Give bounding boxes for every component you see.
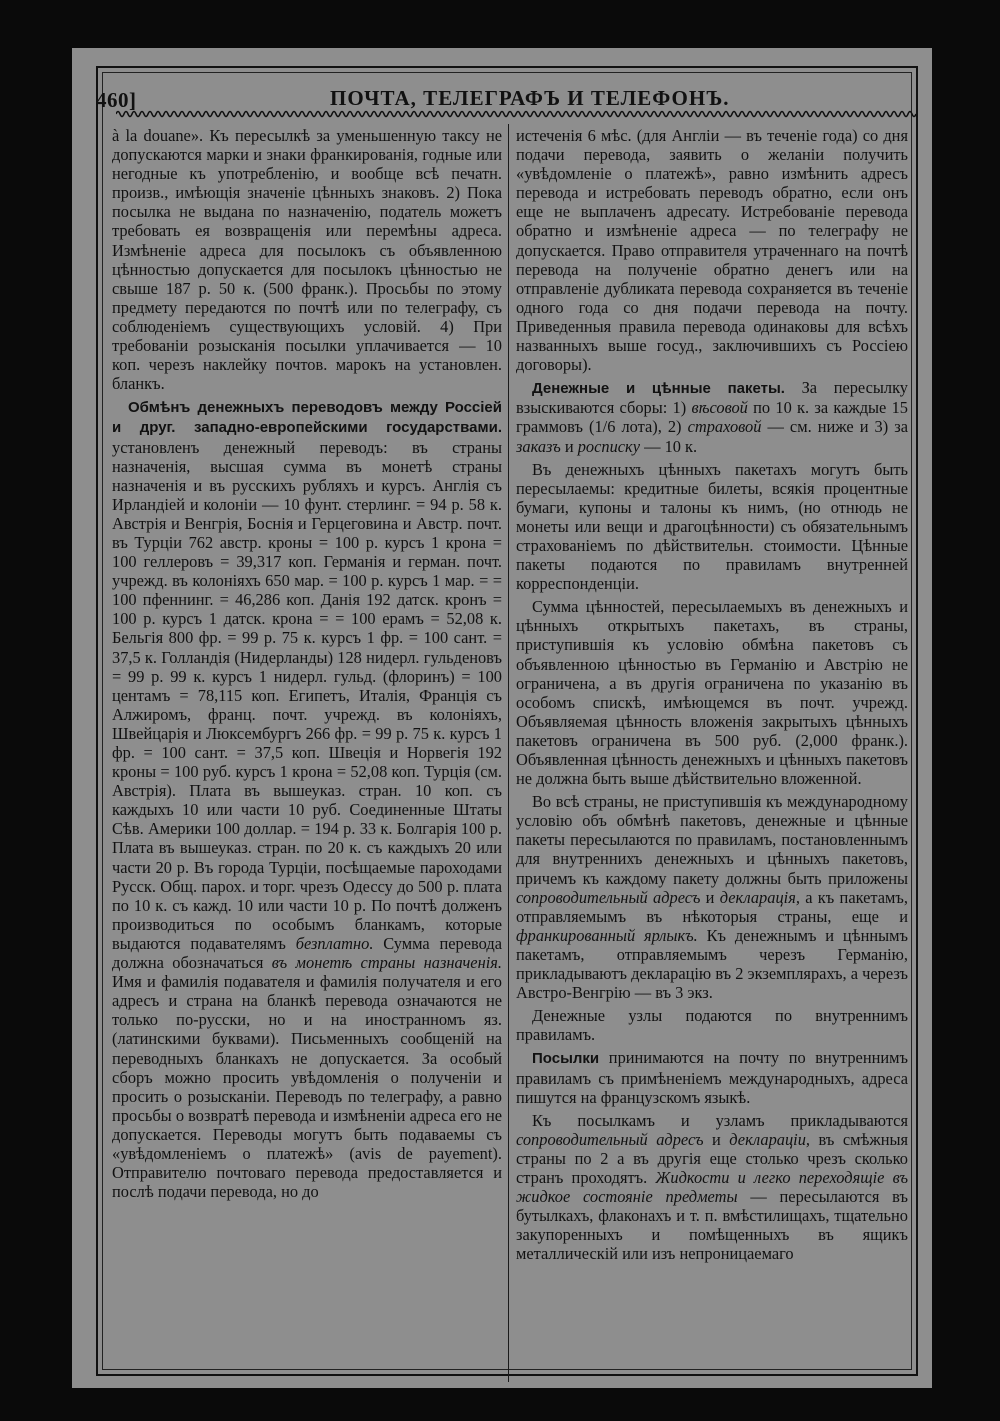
- transfer-italic-currency: въ монетѣ страны назначенія.: [271, 953, 502, 973]
- nonmember-text-4: Къ денежнымъ и цѣннымъ пакетамъ, отправляемымъ черезъ Германію, прикладываютъ декларацію въ 2 экземплярахъ, а черезъ Австро-Венгрію — въ 3 экз.: [516, 925, 908, 1003]
- nonmember-text-2: и: [700, 887, 720, 907]
- paragraph-parcels-rules: à la douane». Къ пересылкѣ за уменьшенную таксу не допускаются марки и знаки франкированія, годные или негодные къ употребленію, и вообще всѣ печатн. произв., имѣющія значеніе цѣнныхъ знаковъ. 2) Пока посылка не выдана по назначенію, податель можетъ требовать ея возвращенія или перемѣны адреса. Измѣненіе адреса для посылокъ съ объявленною цѣнностью допускается для посылокъ цѣнностью не свыше 187 р. 50 к. (500 франк.). Просьбы по этому предмету передаются по почтѣ или по телеграфу, съ соблюденіемъ существующихъ условій. 4) При требованіи розысканія посылки уплачивается — 10 коп. черезъ наклейку почтов. марокъ на установлен. бланкъ.: [112, 126, 502, 394]
- transfer-text: установленъ денежный переводъ: въ страны назначенія, высшая сумма въ монетѣ страны назначенія и въ русскихъ рубляхъ и курсъ. Англія съ Ирландіей и колоніи — 10 фунт. стерлинг. = 94 р. 58 к. Австрія и Венгрія, Боснія и Герцеговина и Австр. почт. въ Турціи 762 австр. кроны = 100 р. курсъ 1 крона = 100 геллеровъ = 39,317 коп. Германія и герман. почт. учрежд. въ колоніяхъ 650 мар. = 100 р. курсъ 1 мар. = = 100 пфеннинг. = 46,286 коп. Данія 192 датск. кронъ = 100 р. курсъ 1 датск. крона = = 100 ерамъ = 52,08 к. Бельгія 800 фр. = 99 р. 75 к. курсъ 1 фр. = 100 сант. = 37,5 к. Голландія (Нидерланды) 128 нидерл. гульденовъ = 99 р. 99 к. курсъ 1 нидерл. гульд. (флоринъ) = 100 центамъ = 78,115 коп. Египетъ, Италія, Франція съ Алжиромъ, франц. почт. учрежд. въ колоніяхъ, Швейцарія и Люксембургъ 266 фр. = 99 р. 75 к. курсъ 1 фр. = 100 сант. = 37,5 коп. Швеція и Норвегія 192 кроны = 100 руб. курсъ 1 крона = 52,08 коп. Турція (см. Австрія). Плата въ вышеуказ. стран. 10 коп. съ каждыхъ 10 или части 10 руб. Соединенные Штаты Сѣв. Америки 100 доллар. = 194 р. 33 к. Болгарія 100 р. Плата въ вышеуказ. стран. по 20 к. съ каждыхъ 20 или части 20 р. Въ города Турціи, посѣщаемые пароходами Русск. Общ. парох. и торг. чрезъ Одессу до 500 р. плата по 10 к. съ кажд. 10 или части 10 р. По почтѣ долженъ производиться по особымъ бланкамъ, которые выдаются подавателямъ: [112, 437, 502, 953]
- page-number: 460]: [96, 88, 137, 112]
- packets-text-3: — см. ниже и 3) за: [761, 417, 908, 437]
- packets-text-2: по 10 к. за каждые 15 граммовъ (1/6 лота), 2): [516, 398, 908, 437]
- nonmember-italic-declaration: декларація,: [719, 887, 800, 907]
- running-title: ПОЧТА, ТЕЛЕГРАФЪ И ТЕЛЕФОНЪ.: [330, 86, 730, 110]
- paragraph-packet-contents: Въ денежныхъ цѣнныхъ пакетахъ могутъ быть пересылаемы: кредитные билеты, всякія процентные бумаги, купоны и талоны къ нимъ, (но отнюдь не монеты или вещи и драгоцѣнности) съ обязательнымъ страхованіемъ по дѣйствительн. стоимости. Цѣнные пакеты подаются по правиламъ внутренней корреспонденціи.: [516, 459, 908, 594]
- packets-italic-insurance: страховой: [687, 417, 762, 437]
- transfer-text-2: Сумма перевода должна обозначаться: [112, 933, 502, 973]
- packets-text-5: — 10 к.: [639, 436, 698, 456]
- nonmember-italic-label: франкированный ярлыкъ.: [516, 925, 698, 945]
- packets-italic-receipt: росписку: [577, 436, 640, 456]
- paragraph-money-transfers: [112, 397, 502, 1201]
- paragraph-money-bundles: Денежные узлы подаются по внутреннимъ правиламъ.: [516, 1006, 908, 1045]
- paragraph-parcels: [516, 1048, 908, 1106]
- paragraph-transfer-continued: истеченія 6 мѣс. (для Англіи — въ теченіе года) со дня подачи перевода, заявить о желаніи получить «увѣдомленіе о платежѣ», равно измѣнить адресъ перевода и истребовать переводъ обратно, если онъ еще не выплаченъ адресату. Истребованіе перевода обратно и измѣненіе адреса — по телеграфу не допускается. Право отправителя утраченнаго на почтѣ перевода на полученіе обратно денегъ или на отправленіе дубликата перевода сохраняется въ теченіе одного года со дня подачи перевода на почту. Приведенныя правила перевода одинаковы для всѣхъ названныхъ выше госуд., заключившихъ съ Россіею договоры).: [516, 126, 908, 375]
- parcels-text: принимаются на почту по внутреннимъ правиламъ съ примѣненіемъ международныхъ, адреса пишутся на французскомъ языкѣ.: [516, 1048, 908, 1107]
- paragraph-parcel-documents: [516, 1111, 908, 1264]
- nonmember-italic-address: сопроводительный адресъ: [516, 887, 701, 907]
- section-heading-money-transfers: Обмѣнъ денежныхъ переводовъ между Россіей и друг. западно-европейскими государствами.: [112, 399, 502, 437]
- paragraph-valuable-packets: [516, 378, 908, 455]
- parcel-docs-text-2: и: [703, 1129, 730, 1149]
- nonmember-text-3: а къ пакетамъ, отправляемымъ въ нѣкоторыя страны, еще и: [516, 887, 908, 926]
- parcel-docs-italic-liquids: Жидкости и легко переходящіе въ жидкое состояніе предметы: [516, 1167, 908, 1207]
- left-column: [112, 126, 502, 1376]
- parcel-docs-text-3: въ смѣжныя страны по 2 а въ другія еще столько чрезъ сколько странъ проходятъ.: [516, 1129, 908, 1187]
- transfer-text-3: Имя и фамилія подавателя и фамилія получателя и его адресъ и страна на бланкѣ перевода означаются не только по-русски, но и на иностранномъ яз. (латинскими буквами). Письменныхъ сообщеній на переводныхъ бланкахъ не допускается. За особый сборъ можно просить увѣдомленія о полученіи и просить о розысканіи. Переводъ по телеграфу, а равно просьбы о возвратѣ перевода и измѣненіи адреса его не допускается. Переводы могутъ быть подаваемы съ «увѣдомленіемъ о платежѣ» (avis de payement). Отправителю почтоваго перевода предоставляется и послѣ подачи перевода, но до: [112, 972, 502, 1202]
- parcel-docs-italic-declarations: деклараціи,: [729, 1129, 811, 1149]
- section-heading-parcels: Посылки: [532, 1050, 600, 1068]
- section-heading-valuable-packets: Денежные и цѣнные пакеты.: [532, 380, 785, 398]
- paragraph-non-member-countries: [516, 792, 908, 1002]
- nonmember-text: Во всѣ страны, не приступившія къ международному условію объ обмѣнѣ пакетовъ, денежные и цѣнные пакеты пересылаются по правиламъ, постановленнымъ для внутреннихъ денежныхъ и цѣнныхъ пакетовъ, причемъ къ каждому пакету должны быть приложены: [516, 792, 908, 888]
- right-column: [516, 126, 908, 1376]
- packets-italic-registered: заказъ: [516, 436, 561, 456]
- column-divider: [508, 124, 509, 1382]
- wavy-rule-ornament: [116, 108, 916, 120]
- packets-italic-weight: вѣсовой: [691, 398, 748, 418]
- parcel-docs-italic-address: сопроводительный адресъ: [516, 1129, 704, 1149]
- transfer-italic-free: безплатно.: [295, 933, 374, 953]
- parcel-docs-text: Къ посылкамъ и узламъ прикладываются: [532, 1110, 908, 1130]
- packets-text: За пересылку взыскиваются сборы: 1): [516, 378, 908, 418]
- paragraph-packet-values: Сумма цѣнностей, пересылаемыхъ въ денежныхъ и цѣнныхъ открытыхъ пакетахъ, въ страны, приступившія къ условію обмѣна пакетовъ съ объявленною цѣнностью въ Германію и Австрію не ограничена, а въ другія ограничена по указанію въ особомъ спискѣ, имѣющемся въ почт. учрежд. Объявляемая цѣнность вложенія закрытыхъ цѣнныхъ пакетовъ ограничена въ 500 руб. (2,000 франк.). Объявленная цѣнность денежныхъ и цѣнныхъ пакетовъ не должна быть выше дѣйствительно вложенной.: [516, 597, 908, 789]
- parcel-docs-text-4: — пересылаются въ бутылкахъ, флаконахъ и т. п. вмѣстилищахъ, тщательно закупоренныхъ и помѣщенныхъ въ ящикъ металлическій или изъ непроницаемаго: [516, 1187, 908, 1264]
- packets-text-4: и: [560, 436, 578, 456]
